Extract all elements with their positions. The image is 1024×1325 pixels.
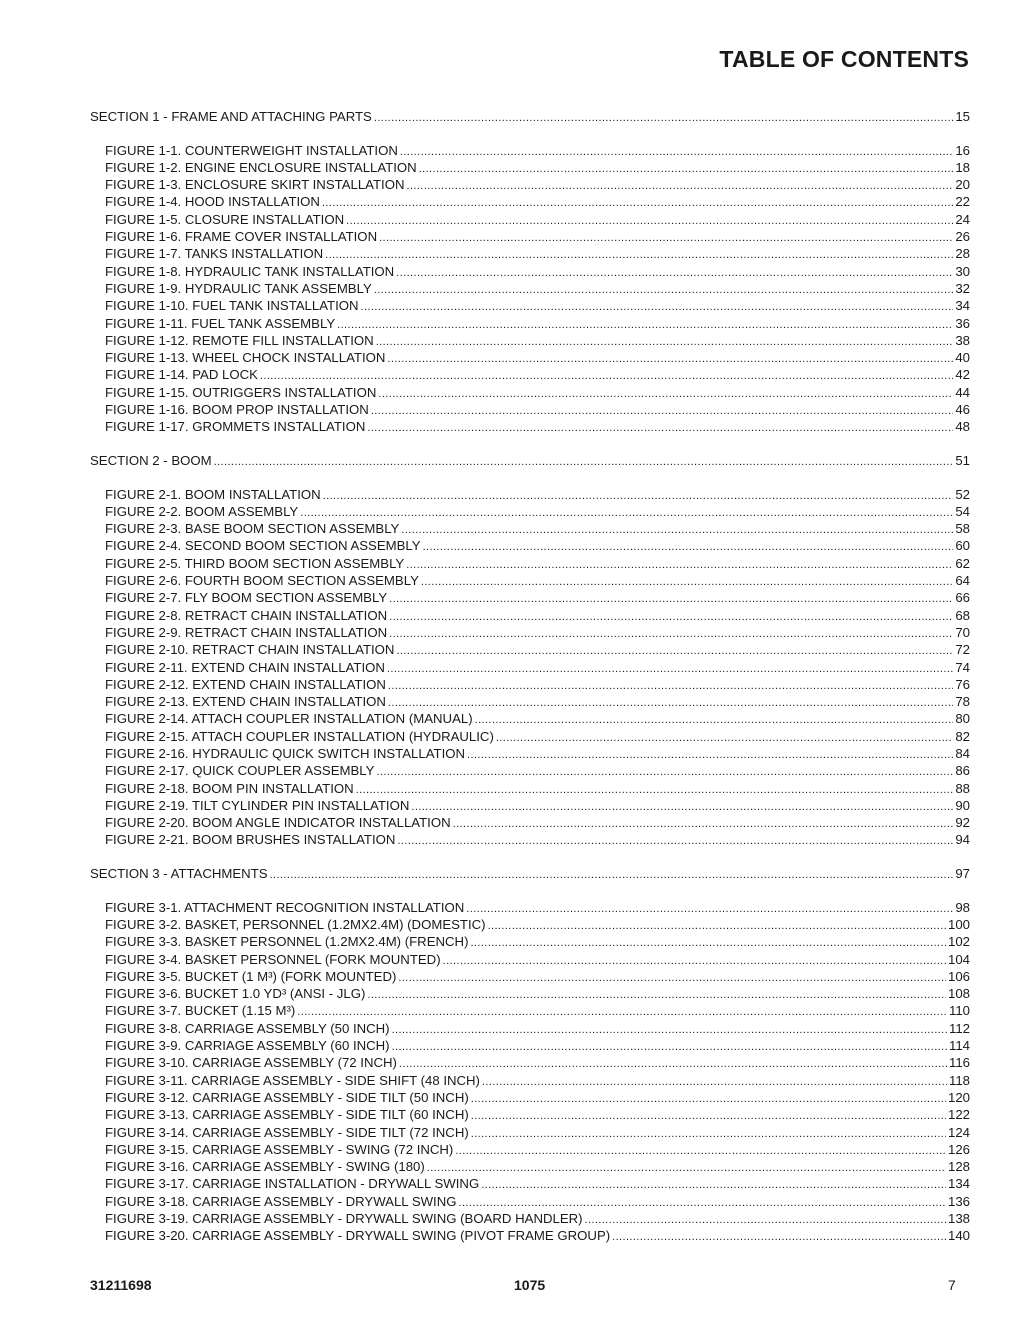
figure-title: FIGURE 3-12. CARRIAGE ASSEMBLY - SIDE TILT (50 INCH) (105, 1089, 469, 1105)
page-number: 68 (955, 607, 970, 623)
figure-title: FIGURE 2-11. EXTEND CHAIN INSTALLATION (105, 659, 385, 675)
figure-title: FIGURE 1-9. HYDRAULIC TANK ASSEMBLY (105, 280, 372, 296)
toc-figure-entry[interactable] (90, 916, 970, 933)
figure-title: FIGURE 2-15. ATTACH COUPLER INSTALLATION (HYDRAULIC) (105, 728, 494, 744)
section-title: SECTION 1 - FRAME AND ATTACHING PARTS (90, 109, 372, 124)
toc-figure-entry[interactable] (90, 159, 970, 176)
figure-title: FIGURE 2-9. RETRACT CHAIN INSTALLATION (105, 624, 388, 640)
toc-section-entry[interactable] (90, 108, 970, 125)
page-number: 46 (955, 402, 970, 418)
figure-title: FIGURE 2-1. BOOM INSTALLATION (105, 486, 321, 502)
toc-figure-entry[interactable] (90, 607, 970, 624)
figure-title: FIGURE 3-11. CARRIAGE ASSEMBLY - SIDE SHIFT (48 INCH) (105, 1072, 480, 1088)
page-number: 126 (947, 1141, 970, 1157)
page-number: 122 (947, 1107, 970, 1123)
page-number: 64 (955, 573, 970, 589)
page-number: 28 (955, 246, 970, 262)
toc-figure-entry[interactable] (90, 332, 970, 349)
table-of-contents (90, 108, 970, 1245)
figure-title: FIGURE 2-20. BOOM ANGLE INDICATOR INSTALLATION (105, 815, 451, 831)
section-title: SECTION 2 - BOOM (90, 452, 212, 468)
toc-figure-entry[interactable] (90, 1158, 970, 1175)
toc-figure-entry[interactable] (90, 176, 970, 193)
figure-title: FIGURE 1-4. HOOD INSTALLATION (105, 194, 320, 210)
toc-figure-entry[interactable] (90, 985, 970, 1002)
figure-title: FIGURE 1-2. ENGINE ENCLOSURE INSTALLATION (105, 159, 417, 175)
figure-title: FIGURE 1-13. WHEEL CHOCK INSTALLATION (105, 350, 386, 366)
dot-leader (270, 865, 954, 884)
toc-figure-entry[interactable] (90, 1072, 970, 1089)
figure-title: FIGURE 3-15. CARRIAGE ASSEMBLY - SWING (72 INCH) (105, 1141, 454, 1157)
toc-figure-entry[interactable] (90, 676, 970, 693)
page-number: 94 (955, 832, 970, 848)
figure-title: FIGURE 3-9. CARRIAGE ASSEMBLY (60 INCH) (105, 1038, 390, 1054)
toc-figure-entry[interactable] (90, 1020, 970, 1037)
toc-figure-entry[interactable] (90, 315, 970, 332)
toc-figure-entry[interactable] (90, 384, 970, 401)
page-number: 26 (955, 229, 970, 245)
figure-title: FIGURE 2-7. FLY BOOM SECTION ASSEMBLY (105, 590, 388, 606)
page-number: 42 (955, 367, 970, 383)
toc-figure-entry[interactable] (90, 142, 970, 159)
toc-figure-entry[interactable] (90, 537, 970, 554)
toc-figure-entry[interactable] (90, 762, 970, 779)
page-number: 116 (948, 1055, 970, 1071)
toc-figure-entry[interactable] (90, 728, 970, 745)
toc-figure-entry[interactable] (90, 297, 970, 314)
figure-title: FIGURE 1-17. GROMMETS INSTALLATION (105, 419, 366, 435)
section-title: SECTION 3 - ATTACHMENTS (90, 866, 268, 882)
page-number: 100 (947, 916, 970, 932)
figure-title: FIGURE 2-6. FOURTH BOOM SECTION ASSEMBLY (105, 573, 419, 589)
page-number: 52 (955, 486, 970, 502)
page-number: 118 (948, 1072, 970, 1088)
toc-figure-entry[interactable] (90, 641, 970, 658)
figure-title: FIGURE 1-5. CLOSURE INSTALLATION (105, 211, 345, 227)
page-number: 66 (955, 590, 970, 606)
figure-title: FIGURE 1-1. COUNTERWEIGHT INSTALLATION (105, 142, 398, 158)
page-number: 74 (955, 659, 970, 675)
figure-title: FIGURE 3-16. CARRIAGE ASSEMBLY - SWING (180) (105, 1159, 425, 1175)
figure-title: FIGURE 1-3. ENCLOSURE SKIRT INSTALLATION (105, 177, 405, 193)
figure-title: FIGURE 2-5. THIRD BOOM SECTION ASSEMBLY (105, 555, 405, 571)
toc-section-entry[interactable] (90, 452, 970, 469)
toc-figure-entry[interactable] (90, 693, 970, 710)
page-number: 124 (947, 1124, 970, 1140)
page-number: 88 (955, 780, 970, 796)
toc-figure-entry[interactable] (90, 349, 970, 366)
dot-leader (367, 418, 953, 437)
page-number: 24 (955, 211, 970, 227)
toc-figure-entry[interactable] (90, 780, 970, 797)
dot-leader (214, 452, 954, 471)
toc-figure-entry[interactable] (90, 245, 970, 262)
toc-figure-entry[interactable] (90, 1175, 970, 1192)
page-number: 51 (955, 452, 970, 468)
toc-section-entry[interactable] (90, 865, 970, 882)
toc-figure-entry[interactable] (90, 1124, 970, 1141)
page-number: 98 (955, 899, 970, 915)
page-number: 82 (955, 728, 970, 744)
page-number: 86 (955, 763, 970, 779)
toc-figure-entry[interactable] (90, 193, 970, 210)
toc-figure-entry[interactable] (90, 1227, 970, 1244)
figure-title: FIGURE 3-17. CARRIAGE INSTALLATION - DRYWALL SWING (105, 1176, 480, 1192)
toc-figure-entry[interactable] (90, 228, 970, 245)
page-number: 110 (948, 1003, 970, 1019)
figure-title: FIGURE 2-12. EXTEND CHAIN INSTALLATION (105, 676, 386, 692)
figure-title: FIGURE 2-2. BOOM ASSEMBLY (105, 503, 299, 519)
page-number: 62 (955, 555, 970, 571)
figure-title: FIGURE 1-6. FRAME COVER INSTALLATION (105, 229, 378, 245)
page-number: 106 (947, 968, 970, 984)
page-number: 20 (955, 177, 970, 193)
toc-figure-entry[interactable] (90, 263, 970, 280)
toc-figure-entry[interactable] (90, 1106, 970, 1123)
figure-title: FIGURE 2-21. BOOM BRUSHES INSTALLATION (105, 832, 396, 848)
toc-figure-entry[interactable] (90, 624, 970, 641)
toc-figure-entry[interactable] (90, 503, 970, 520)
page-number: 114 (948, 1038, 970, 1054)
toc-figure-entry[interactable] (90, 831, 970, 848)
figure-title: FIGURE 3-14. CARRIAGE ASSEMBLY - SIDE TILT (72 INCH) (105, 1124, 469, 1140)
page-number: 48 (955, 419, 970, 435)
figure-title: FIGURE 3-2. BASKET, PERSONNEL (1.2MX2.4M) (DOMESTIC) (105, 916, 486, 932)
page-number: 15 (955, 109, 970, 124)
figure-title: FIGURE 3-13. CARRIAGE ASSEMBLY - SIDE TILT (60 INCH) (105, 1107, 469, 1123)
toc-figure-entry[interactable] (90, 401, 970, 418)
footer-model: 1075 (514, 1277, 546, 1293)
dot-leader (397, 831, 953, 850)
toc-figure-entry[interactable] (90, 589, 970, 606)
toc-figure-entry[interactable] (90, 1193, 970, 1210)
toc-figure-entry[interactable] (90, 1089, 970, 1106)
page-number: 76 (955, 676, 970, 692)
figure-title: FIGURE 3-10. CARRIAGE ASSEMBLY (72 INCH) (105, 1055, 397, 1071)
figure-title: FIGURE 2-10. RETRACT CHAIN INSTALLATION (105, 642, 395, 658)
page-number: 16 (955, 142, 970, 158)
page-number: 140 (947, 1228, 970, 1244)
page-number: 70 (955, 624, 970, 640)
page-number: 36 (955, 315, 970, 331)
toc-figure-entry[interactable] (90, 366, 970, 383)
figure-title: FIGURE 2-8. RETRACT CHAIN INSTALLATION (105, 607, 388, 623)
figure-title: FIGURE 1-16. BOOM PROP INSTALLATION (105, 402, 369, 418)
page-number: 40 (955, 350, 970, 366)
toc-figure-entry[interactable] (90, 211, 970, 228)
toc-figure-entry[interactable] (90, 814, 970, 831)
page-number: 104 (947, 951, 970, 967)
page-number: 97 (955, 866, 970, 882)
page-number: 134 (947, 1176, 970, 1192)
page-number: 58 (955, 521, 970, 537)
figure-title: FIGURE 2-3. BASE BOOM SECTION ASSEMBLY (105, 521, 400, 537)
toc-figure-entry[interactable] (90, 1054, 970, 1071)
toc-figure-entry[interactable] (90, 710, 970, 727)
figure-title: FIGURE 3-4. BASKET PERSONNEL (FORK MOUNTED) (105, 951, 441, 967)
toc-figure-entry[interactable] (90, 418, 970, 435)
page-number: 102 (947, 934, 970, 950)
page-number: 60 (955, 538, 970, 554)
footer-page-number: 7 (948, 1277, 956, 1293)
figure-title: FIGURE 3-1. ATTACHMENT RECOGNITION INSTALLATION (105, 899, 465, 915)
dot-leader (612, 1227, 946, 1246)
toc-figure-entry[interactable] (90, 951, 970, 968)
toc-figure-entry[interactable] (90, 1141, 970, 1158)
figure-title: FIGURE 3-8. CARRIAGE ASSEMBLY (50 INCH) (105, 1020, 390, 1036)
page-number: 80 (955, 711, 970, 727)
page-number: 138 (947, 1211, 970, 1226)
figure-title: FIGURE 3-3. BASKET PERSONNEL (1.2MX2.4M) (FRENCH) (105, 934, 469, 950)
page-number: 112 (948, 1020, 970, 1036)
figure-title: FIGURE 3-6. BUCKET 1.0 YD³ (ANSI - JLG) (105, 986, 366, 1002)
toc-figure-entry[interactable] (90, 968, 970, 985)
figure-title: FIGURE 1-15. OUTRIGGERS INSTALLATION (105, 384, 377, 400)
figure-title: FIGURE 2-19. TILT CYLINDER PIN INSTALLATION (105, 797, 410, 813)
toc-figure-entry[interactable] (90, 1210, 970, 1227)
page-number: 44 (955, 384, 970, 400)
figure-title: FIGURE 1-14. PAD LOCK (105, 367, 258, 383)
toc-figure-entry[interactable] (90, 933, 970, 950)
page-number: 34 (955, 298, 970, 314)
figure-title: FIGURE 2-14. ATTACH COUPLER INSTALLATION (MANUAL) (105, 711, 473, 727)
page-number: 120 (947, 1089, 970, 1105)
toc-figure-entry[interactable] (90, 899, 970, 916)
toc-figure-entry[interactable] (90, 659, 970, 676)
page-number: 38 (955, 332, 970, 348)
toc-figure-entry[interactable] (90, 572, 970, 589)
figure-title: FIGURE 3-20. CARRIAGE ASSEMBLY - DRYWALL SWING (PIVOT FRAME GROUP) (105, 1228, 611, 1244)
figure-title: FIGURE 1-8. HYDRAULIC TANK INSTALLATION (105, 263, 395, 279)
figure-title: FIGURE 3-7. BUCKET (1.15 M³) (105, 1003, 296, 1019)
figure-title: FIGURE 1-11. FUEL TANK ASSEMBLY (105, 315, 336, 331)
figure-title: FIGURE 2-16. HYDRAULIC QUICK SWITCH INSTALLATION (105, 745, 466, 761)
toc-figure-entry[interactable] (90, 555, 970, 572)
page-number: 18 (955, 159, 970, 175)
toc-figure-entry[interactable] (90, 1002, 970, 1019)
figure-title: FIGURE 2-18. BOOM PIN INSTALLATION (105, 780, 354, 796)
figure-title: FIGURE 3-5. BUCKET (1 M³) (FORK MOUNTED) (105, 968, 397, 984)
figure-title: FIGURE 1-10. FUEL TANK INSTALLATION (105, 298, 359, 314)
toc-figure-entry[interactable] (90, 797, 970, 814)
page-number: 30 (955, 263, 970, 279)
page-number: 32 (955, 280, 970, 296)
page-number: 90 (955, 797, 970, 813)
figure-title: FIGURE 3-19. CARRIAGE ASSEMBLY - DRYWALL SWING (BOARD HANDLER) (105, 1211, 583, 1226)
page-number: 78 (955, 694, 970, 710)
page-number: 72 (955, 642, 970, 658)
toc-figure-entry[interactable] (90, 1037, 970, 1054)
page-number: 54 (955, 503, 970, 519)
page-number: 136 (947, 1193, 970, 1209)
page-number: 108 (947, 986, 970, 1002)
page-title: TABLE OF CONTENTS (719, 46, 969, 72)
toc-figure-entry[interactable] (90, 486, 970, 503)
figure-title: FIGURE 1-12. REMOTE FILL INSTALLATION (105, 332, 374, 348)
toc-figure-entry[interactable] (90, 520, 970, 537)
figure-title: FIGURE 2-17. QUICK COUPLER ASSEMBLY (105, 763, 375, 779)
figure-title: FIGURE 3-18. CARRIAGE ASSEMBLY - DRYWALL SWING (105, 1193, 457, 1209)
page-number: 84 (955, 745, 970, 761)
figure-title: FIGURE 2-13. EXTEND CHAIN INSTALLATION (105, 694, 386, 710)
page-number: 22 (955, 194, 970, 210)
figure-title: FIGURE 2-4. SECOND BOOM SECTION ASSEMBLY (105, 538, 421, 554)
page-number: 128 (947, 1159, 970, 1175)
figure-title: FIGURE 1-7. TANKS INSTALLATION (105, 246, 324, 262)
dot-leader (374, 108, 953, 127)
footer-doc-number: 31211698 (90, 1277, 152, 1293)
toc-figure-entry[interactable] (90, 745, 970, 762)
toc-figure-entry[interactable] (90, 280, 970, 297)
page-number: 92 (955, 815, 970, 831)
